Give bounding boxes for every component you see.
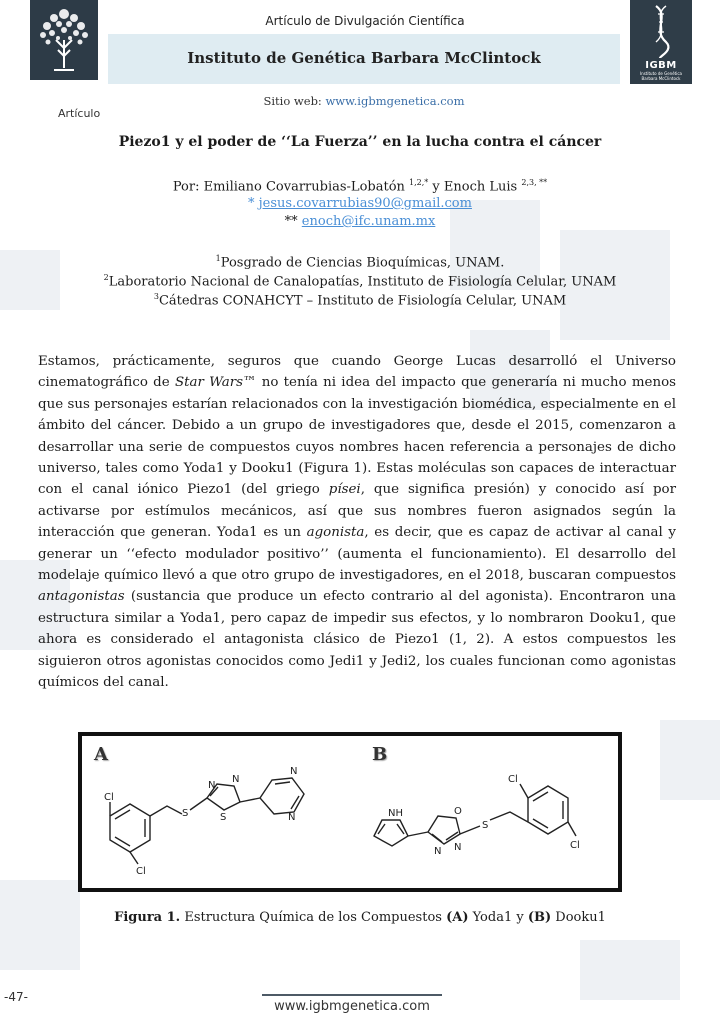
benzene-ring-a bbox=[110, 804, 150, 852]
caption-text: Yoda1 y bbox=[468, 910, 528, 925]
author1-sup: 1,2,* bbox=[409, 178, 429, 187]
body-text-run: Estamos, prácticamente, seguros que cuando George Lucas desarrolló el Universo cinematográfico de bbox=[38, 354, 676, 391]
atom-label: N bbox=[290, 766, 298, 777]
header-subtitle: Artículo de Divulgación Científica bbox=[265, 14, 465, 28]
affiliation-sup: 2 bbox=[103, 273, 109, 282]
logo-line: Barbara McClintock bbox=[641, 76, 681, 81]
atom-label: N bbox=[208, 780, 216, 791]
affiliation-sup: 1 bbox=[215, 254, 221, 263]
byline-mid: y Enoch Luis bbox=[428, 179, 522, 195]
affiliation-text: Posgrado de Ciencias Bioquímicas, UNAM. bbox=[220, 255, 505, 271]
email2-line bbox=[60, 214, 660, 229]
figure-caption bbox=[60, 910, 660, 925]
body-text-run: , es decir, que es capaz de activar al canal y generar un ‘‘efecto modulador positivo’’ (aumenta el funcionamiento). El desarrollo del modelaje químico llevó a que otro grupo de investigadores, en el 2018, buscaran compuestos bbox=[38, 525, 676, 584]
author2-sup: 2,3, ** bbox=[521, 178, 548, 187]
website-link[interactable]: www.igbmgenetica.com bbox=[325, 94, 465, 108]
website-line bbox=[108, 94, 620, 108]
igbm-tree-logo bbox=[30, 0, 98, 80]
byline bbox=[60, 178, 660, 194]
atom-label: O bbox=[454, 806, 462, 817]
body-italic: Star Wars™ bbox=[174, 375, 257, 391]
atom-label: N bbox=[454, 842, 462, 853]
chemical-structures bbox=[82, 736, 618, 888]
atom-label: S bbox=[220, 812, 227, 823]
atom-label: S bbox=[182, 808, 189, 819]
atom-label: N bbox=[434, 846, 442, 857]
affiliation-3 bbox=[60, 292, 660, 308]
email1-mark: * bbox=[248, 196, 259, 211]
body-italic: antagonistas bbox=[38, 589, 125, 605]
figure-label-a: A bbox=[94, 744, 108, 765]
bg-square bbox=[660, 720, 720, 800]
page-number: -47- bbox=[4, 990, 28, 1004]
institute-title: Instituto de Genética Barbara McClintock bbox=[187, 49, 541, 67]
figure-label-b: B bbox=[372, 744, 388, 765]
bg-square bbox=[0, 880, 80, 970]
footer-url[interactable]: www.igbmgenetica.com bbox=[274, 999, 430, 1014]
article-title: Piezo1 y el poder de ‘‘La Fuerza’’ en la lucha contra el cáncer bbox=[118, 134, 602, 150]
section-label: Artículo bbox=[58, 107, 101, 120]
atom-label: NH bbox=[388, 808, 403, 819]
caption-label: Figura 1. bbox=[114, 910, 181, 925]
body-text-run: no tenía ni idea del impacto que generaría ni mucho menos que sus personajes estarían relacionados con la investigación biomédica, especialmente en el ámbito del cáncer. Debido a un grupo de investigadores que, desde el 2015, comenzaron a desarrollar una serie de compuestos cuyos nombres hacen referencia a personajes de dicho universo, tales como Yoda1 y Dooku1 (Figura 1). Estas moléculas son capaces de interactuar con el canal iónico Piezo1 (del griego bbox=[38, 375, 676, 498]
affiliation-text: Cátedras CONAHCYT – Instituto de Fisiología Celular, UNAM bbox=[158, 293, 567, 309]
affiliation-sup: 3 bbox=[153, 292, 159, 301]
atom-label: Cl bbox=[508, 774, 518, 785]
website-label: Sitio web: bbox=[263, 94, 326, 108]
logo-line: Instituto de Genética bbox=[639, 71, 683, 76]
caption-b: (B) bbox=[527, 910, 552, 925]
atom-label: Cl bbox=[570, 840, 580, 851]
bg-square bbox=[580, 940, 680, 1000]
article-body bbox=[38, 351, 676, 694]
body-italic: písei bbox=[328, 482, 361, 498]
byline-prefix: Por: Emiliano Covarrubias-Lobatón bbox=[172, 179, 410, 195]
body-text-run: , que significa presión) y conocido así por activarse por estímulos mecánicos, así que sus nombres fueron asignados según la interacción que generan. Yoda1 es un bbox=[38, 482, 676, 541]
affiliation-text: Laboratorio Nacional de Canalopatías, Instituto de Fisiología Celular, UNAM bbox=[108, 274, 617, 290]
affiliation-1 bbox=[60, 254, 660, 270]
oxadiazole-ring bbox=[428, 816, 460, 844]
body-paragraph bbox=[38, 351, 676, 694]
atom-label: S bbox=[482, 820, 489, 831]
atom-label: N bbox=[232, 774, 240, 785]
caption-text: Estructura Química de los Compuestos bbox=[180, 910, 447, 925]
logo-abbr: IGBM bbox=[645, 60, 677, 71]
figure-1 bbox=[78, 732, 622, 892]
atom-label: Cl bbox=[136, 866, 146, 877]
affiliation-2 bbox=[60, 273, 660, 289]
atom-label: Cl bbox=[104, 792, 114, 803]
body-text-run: (sustancia que produce un efecto contrario al del agonista). Encontraron una estructura similar a Yoda1, pero capaz de impedir sus efectos, y lo nombraron Dooku1, que ahora es considerado el antagonista clásico de Piezo1 (1, 2). A estos compuestos les siguieron otros agonistas conocidos como Jedi1 y Jedi2, los cuales funcionan como agonistas químicos del canal. bbox=[38, 589, 676, 691]
benzene-ring-b bbox=[528, 786, 568, 834]
email1-line bbox=[60, 196, 660, 211]
caption-text: Dooku1 bbox=[551, 910, 606, 925]
footer-divider bbox=[262, 994, 442, 996]
email1-link[interactable]: jesus.covarrubias90@gmail.com bbox=[258, 196, 472, 211]
caption-a: (A) bbox=[446, 910, 469, 925]
email2-link[interactable]: enoch@ifc.unam.mx bbox=[301, 214, 436, 229]
igbm-dna-logo bbox=[630, 0, 692, 84]
atom-label: N bbox=[288, 812, 296, 823]
bg-square bbox=[0, 250, 60, 310]
body-italic: agonista bbox=[306, 525, 365, 541]
email2-mark: ** bbox=[284, 214, 302, 229]
